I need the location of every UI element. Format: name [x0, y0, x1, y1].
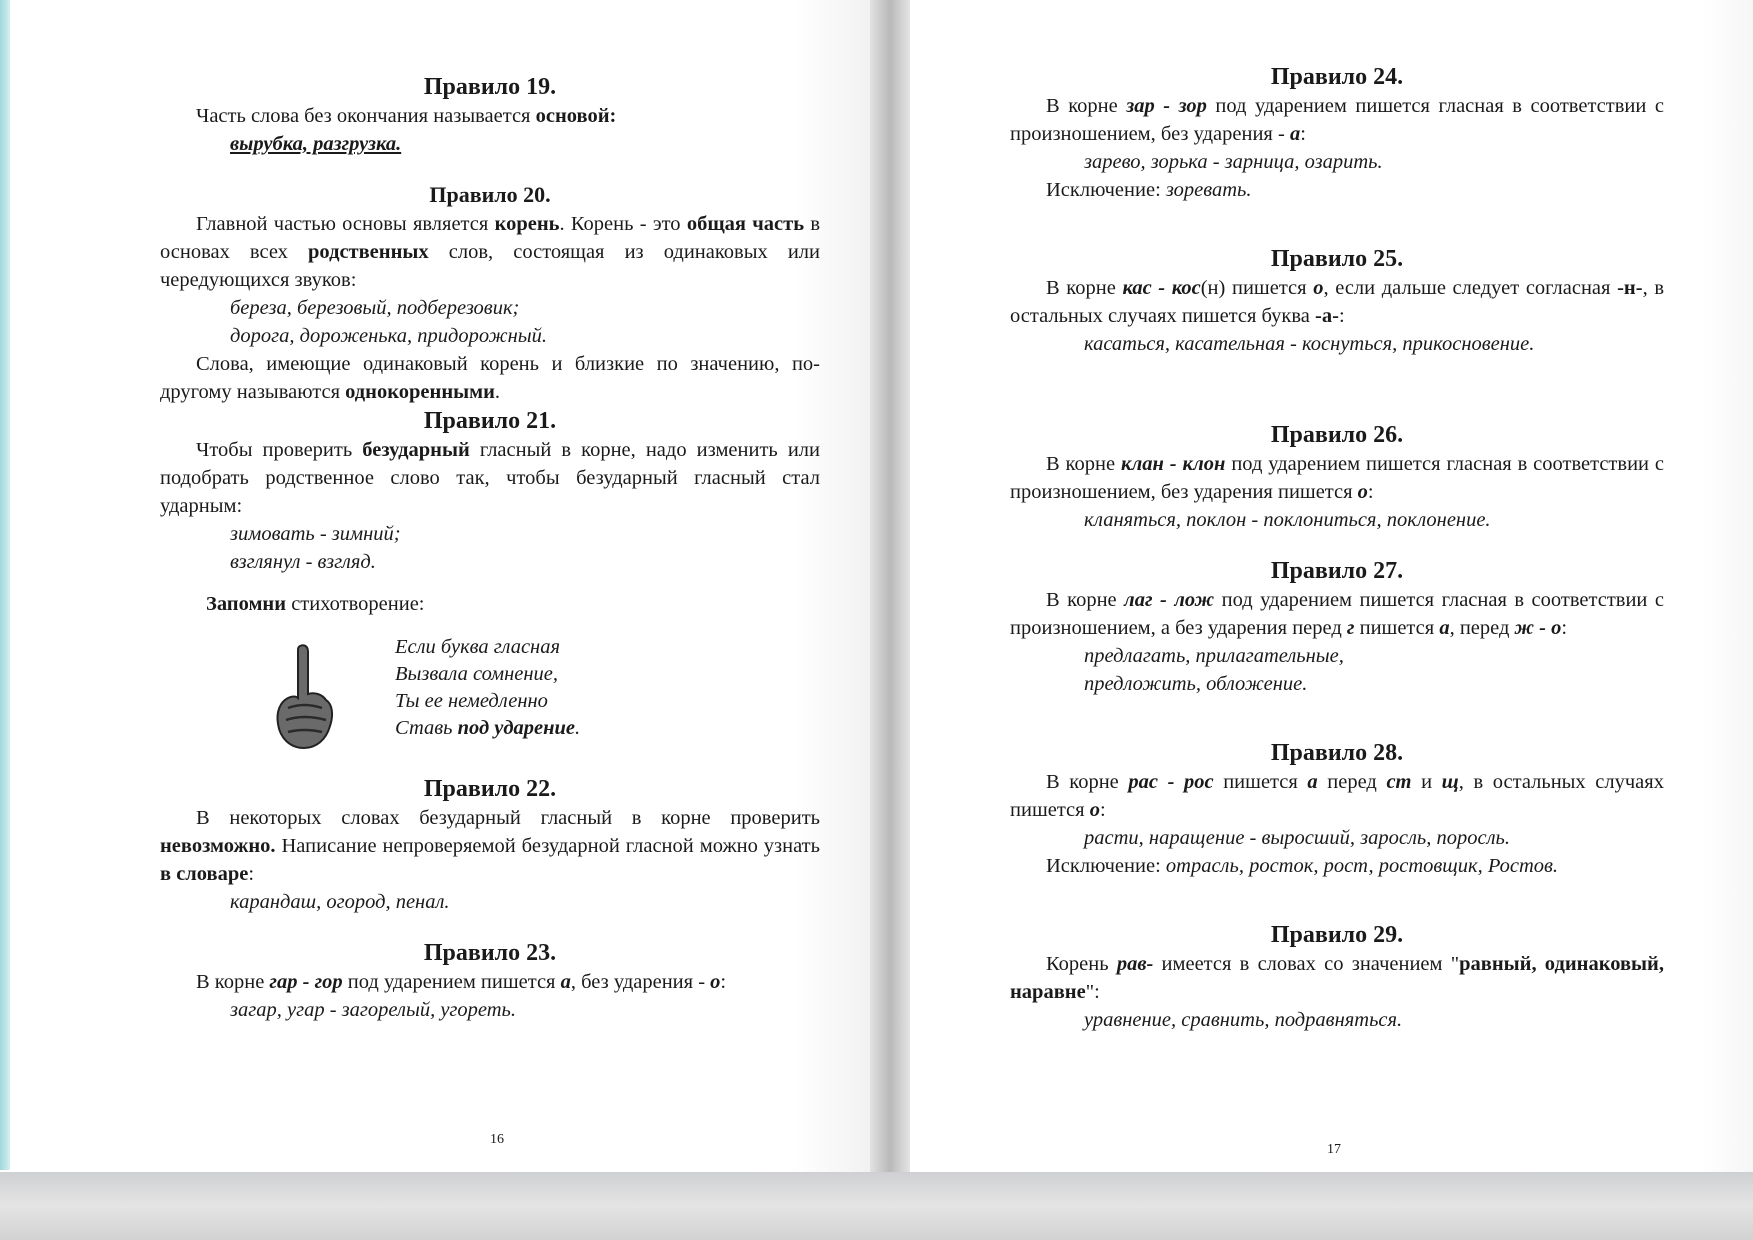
rule-28-title: Правило 28. — [1270, 740, 1404, 766]
rule-21-title: Правило 21. — [423, 408, 557, 434]
rule-24-title: Правило 24. — [1270, 64, 1404, 90]
scan-edge — [0, 0, 10, 1170]
memo-poem: Если буква гласная Вызвала сомнение, Ты ее немедленно Ставь под ударение. — [395, 636, 581, 739]
rule-20-example-1: береза, березовый, подберезовик; — [230, 297, 520, 319]
rule-24-exception: Исключение: зоревать. — [1046, 179, 1252, 201]
rule-26-example: кланяться, поклон - поклониться, поклонение. — [1084, 509, 1491, 531]
rule-21-example-1: зимовать - зимний; — [230, 523, 401, 545]
rule-27-example-2: предложить, обложение. — [1084, 673, 1308, 695]
rule-28-exception: Исключение: отрасль, росток, рост, ростовщик, Ростов. — [1046, 855, 1559, 877]
rule-22-text: В некоторых словах безударный гласный в корне проверить невозможно. Написание непроверяемой безударной гласной можно узнать в словаре: — [160, 807, 820, 885]
memo-poem-block — [270, 634, 820, 752]
rule-27-title: Правило 27. — [1270, 558, 1404, 584]
rule-27-example-1: предлагать, прилагательные, — [1084, 645, 1344, 667]
rule-23-example: загар, угар - загорелый, угореть. — [230, 999, 517, 1021]
rule-20-example-2: дорога, дороженька, придорожный. — [230, 325, 548, 347]
scan-bottom-edge — [0, 1172, 1753, 1240]
rule-19-example: вырубка, разгрузка. — [230, 133, 402, 155]
rule-25-example: касаться, касательная - коснуться, прикосновение. — [1084, 333, 1535, 355]
rule-19-text: Часть слова без окончания называется основой: — [196, 105, 617, 127]
rule-20-text: Главной частью основы является корень. Корень - это общая часть в основах всех родственных слов, состоящая из одинаковых или чередующихся звуков: — [160, 213, 821, 291]
rule-27-text: В корне лаг - лож под ударением пишется гласная в соответствии с произношением, а без ударения перед г пишется а, перед ж - о: — [1010, 589, 1664, 639]
page-number-right: 17 — [1327, 1142, 1341, 1157]
rule-20-note: Слова, имеющие одинаковый корень и близкие по значению, по-другому называются однокоренными. — [160, 353, 820, 403]
page-number-left: 16 — [490, 1132, 504, 1147]
rule-28-example: расти, наращение - выросший, заросль, поросль. — [1084, 827, 1510, 849]
rule-21-text: Чтобы проверить безударный гласный в корне, надо изменить или подобрать родственное слово так, чтобы безударный гласный стал ударным: — [160, 439, 820, 517]
rule-22-title: Правило 22. — [423, 776, 557, 802]
rule-29-example: уравнение, сравнить, подравняться. — [1084, 1009, 1403, 1031]
rule-23-text: В корне гар - гор под ударением пишется а, без ударения - о: — [196, 971, 727, 993]
rule-26-text: В корне клан - клон под ударением пишется гласная в соответствии с произношением, без ударения пишется о: — [1010, 453, 1664, 503]
rule-19-title: Правило 19. — [423, 74, 557, 100]
rule-29-text: Корень рав- имеется в словах со значением "равный, одинаковый, наравне": — [1010, 953, 1664, 1003]
pointing-hand-icon — [270, 642, 340, 752]
rule-24-text: В корне зар - зор под ударением пишется гласная в соответствии с произношением, без ударения - а: — [1010, 95, 1664, 145]
rule-21-example-2: взглянул - взгляд. — [230, 551, 376, 573]
left-page-content — [160, 72, 820, 1024]
rule-25-text: В корне кас - кос(н) пишется о, если дальше следует согласная -н-, в остальных случаях пишется буква -а-: — [1010, 277, 1665, 327]
rule-23-title: Правило 23. — [423, 940, 557, 966]
rule-28-text: В корне рас - рос пишется а перед ст и щ, в остальных случаях пишется о: — [1010, 771, 1664, 821]
rule-24-example: зарево, зорька - зарница, озарить. — [1084, 151, 1383, 173]
rule-29-title: Правило 29. — [1270, 922, 1404, 948]
rule-22-example: карандаш, огород, пенал. — [230, 891, 450, 913]
rule-26-title: Правило 26. — [1270, 422, 1404, 448]
rule-25-title: Правило 25. — [1270, 246, 1404, 272]
right-page-content — [1010, 62, 1664, 1034]
rule-20-title: Правило 20. — [429, 182, 551, 207]
memo-line: Запомни стихотворение: — [206, 593, 425, 615]
book-gutter — [870, 0, 910, 1172]
